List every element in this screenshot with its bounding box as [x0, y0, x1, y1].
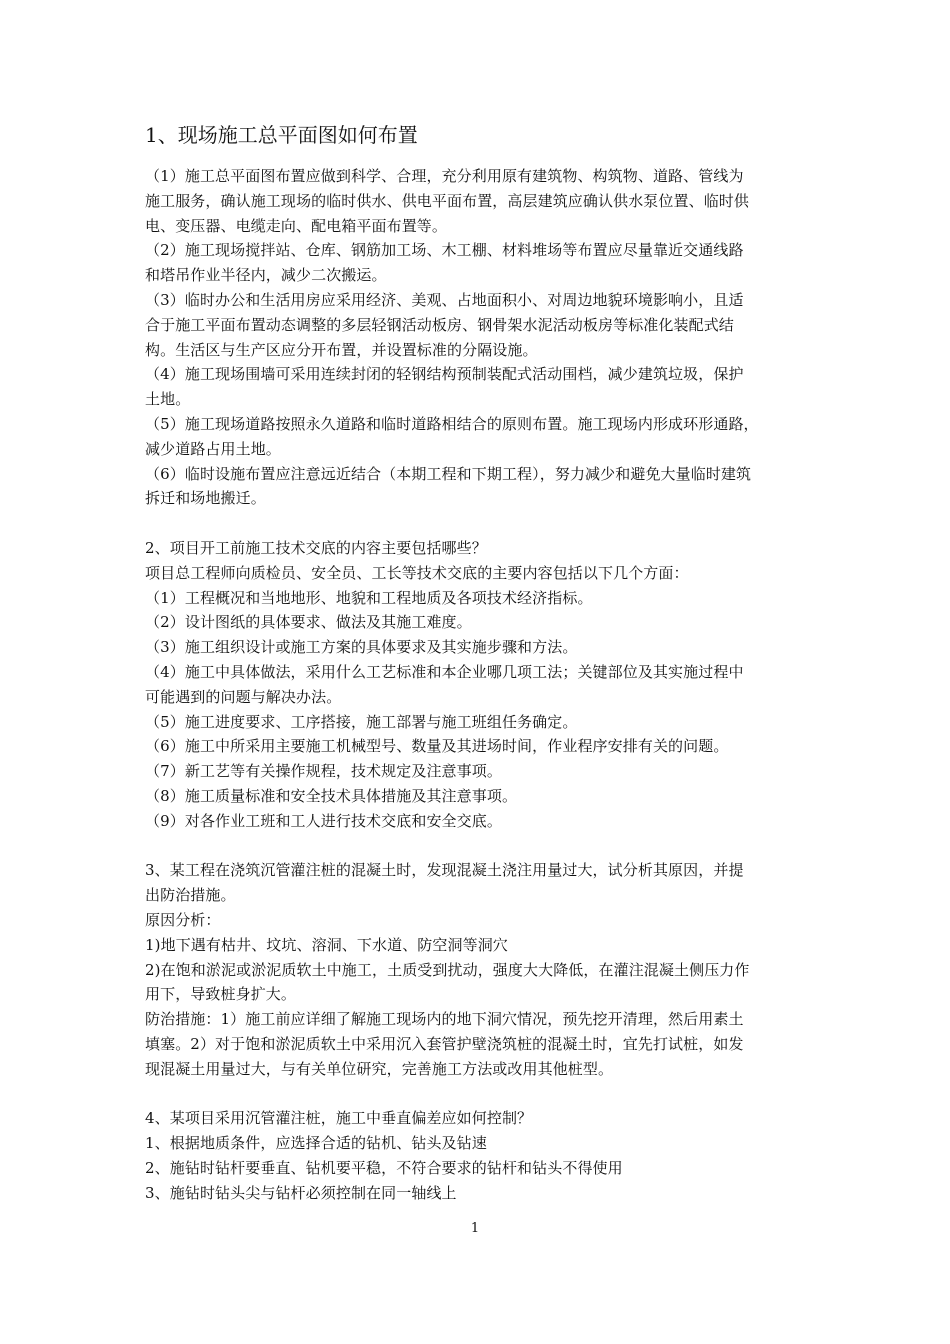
text-line: 1、根据地质条件，应选择合适的钻机、钻头及钻速 [145, 1134, 487, 1153]
text-line: （6）施工中所采用主要施工机械型号、数量及其进场时间，作业程序安排有关的问题。 [145, 737, 729, 756]
text-line: （2）施工现场搅拌站、仓库、钢筋加工场、木工棚、材料堆场等布置应尽量靠近交通线路 [145, 241, 744, 260]
text-line: 电、变压器、电缆走向、配电箱平面布置等。 [145, 216, 448, 235]
text-line: 拆迁和场地搬迁。 [145, 489, 266, 508]
blank-line [145, 1081, 810, 1106]
text-line: 3、某工程在浇筑沉管灌注桩的混凝土时，发现混凝土浇注用量过大，试分析其原因，并提 [145, 861, 744, 880]
text-line: （3）施工组织设计或施工方案的具体要求及其实施步骤和方法。 [145, 638, 578, 657]
text-line: （7）新工艺等有关操作规程，技术规定及注意事项。 [145, 762, 502, 781]
text-line: 防治措施：1）施工前应详细了解施工现场内的地下洞穴情况，预先挖开清理，然后用素土 [145, 1010, 744, 1029]
text-line: （5）施工进度要求、工序搭接，施工部署与施工班组任务确定。 [145, 712, 578, 731]
page-number: 1 [470, 1221, 480, 1236]
text-line: （2）设计图纸的具体要求、做法及其施工难度。 [145, 613, 472, 632]
text-line: （3）临时办公和生活用房应采用经济、美观、占地面积小、对周边地貌环境影响小，且适 [145, 290, 744, 309]
text-line: 2)在饱和淤泥或淤泥质软土中施工，土质受到扰动，强度大大降低，在灌注混凝土侧压力作 [145, 960, 750, 979]
text-line: （1）工程概况和当地地形、地貌和工程地质及各项技术经济指标。 [145, 588, 593, 607]
text-line: 现混凝土用量过大，与有关单位研究，完善施工方法或改用其他桩型。 [145, 1059, 614, 1078]
text-line: 2、项目开工前施工技术交底的内容主要包括哪些？ [145, 538, 487, 557]
text-line: （4）施工中具体做法，采用什么工艺标准和本企业哪几项工法；关键部位及其实施过程中 [145, 662, 744, 681]
text-line: 土地。 [145, 390, 191, 409]
text-line: 减少道路占用土地。 [145, 439, 281, 458]
text-line: 可能遇到的问题与解决办法。 [145, 687, 342, 706]
text-line: 4、某项目采用沉管灌注桩，施工中垂直偏差应如何控制？ [145, 1109, 533, 1128]
text-line: 2、施钻时钻杆要垂直、钻机要平稳，不符合要求的钻杆和钻头不得使用 [145, 1158, 623, 1177]
text-line: 构。生活区与生产区应分开布置，并设置标准的分隔设施。 [145, 340, 538, 359]
document-body [145, 118, 810, 1205]
text-line: （5）施工现场道路按照永久道路和临时道路相结合的原则布置。施工现场内形成环形通路， [145, 414, 759, 433]
blank-line [145, 834, 810, 859]
text-line: 原因分析： [145, 910, 221, 929]
blank-line [145, 511, 810, 536]
text-line: 1)地下遇有枯井、坟坑、溶洞、下水道、防空洞等洞穴 [145, 935, 508, 954]
text-line: 施工服务，确认施工现场的临时供水、供电平面布置，高层建筑应确认供水泵位置、临时供 [145, 191, 750, 210]
text-line: （6）临时设施布置应注意远近结合（本期工程和下期工程），努力减少和避免大量临时建筑 [145, 464, 752, 483]
text-line: 合于施工平面布置动态调整的多层轻钢活动板房、钢骨架水泥活动板房等标准化装配式结 [145, 315, 734, 334]
text-line: 和塔吊作业半径内，减少二次搬运。 [145, 266, 387, 285]
text-line: （4）施工现场围墙可采用连续封闭的轻钢结构预制装配式活动围档，减少建筑垃圾，保护 [145, 365, 744, 384]
text-line: 3、施钻时钻头尖与钻杆必须控制在同一轴线上 [145, 1183, 457, 1202]
text-lines [145, 164, 810, 1205]
text-line: 用下，导致桩身扩大。 [145, 985, 297, 1004]
section-title: 1、现场施工总平面图如何布置 [145, 123, 418, 147]
text-line: （9）对各作业工班和工人进行技术交底和安全交底。 [145, 811, 502, 830]
text-line: 填塞。2）对于饱和淤泥质软土中采用沉入套管护壁浇筑桩的混凝土时，宜先打试桩，如发 [145, 1034, 744, 1053]
text-line: 项目总工程师向质检员、安全员、工长等技术交底的主要内容包括以下几个方面： [145, 563, 689, 582]
text-line: （8）施工质量标准和安全技术具体措施及其注意事项。 [145, 786, 518, 805]
text-line: 出防治措施。 [145, 886, 236, 905]
text-line: （1）施工总平面图布置应做到科学、合理，充分利用原有建筑物、构筑物、道路、管线为 [145, 167, 744, 185]
